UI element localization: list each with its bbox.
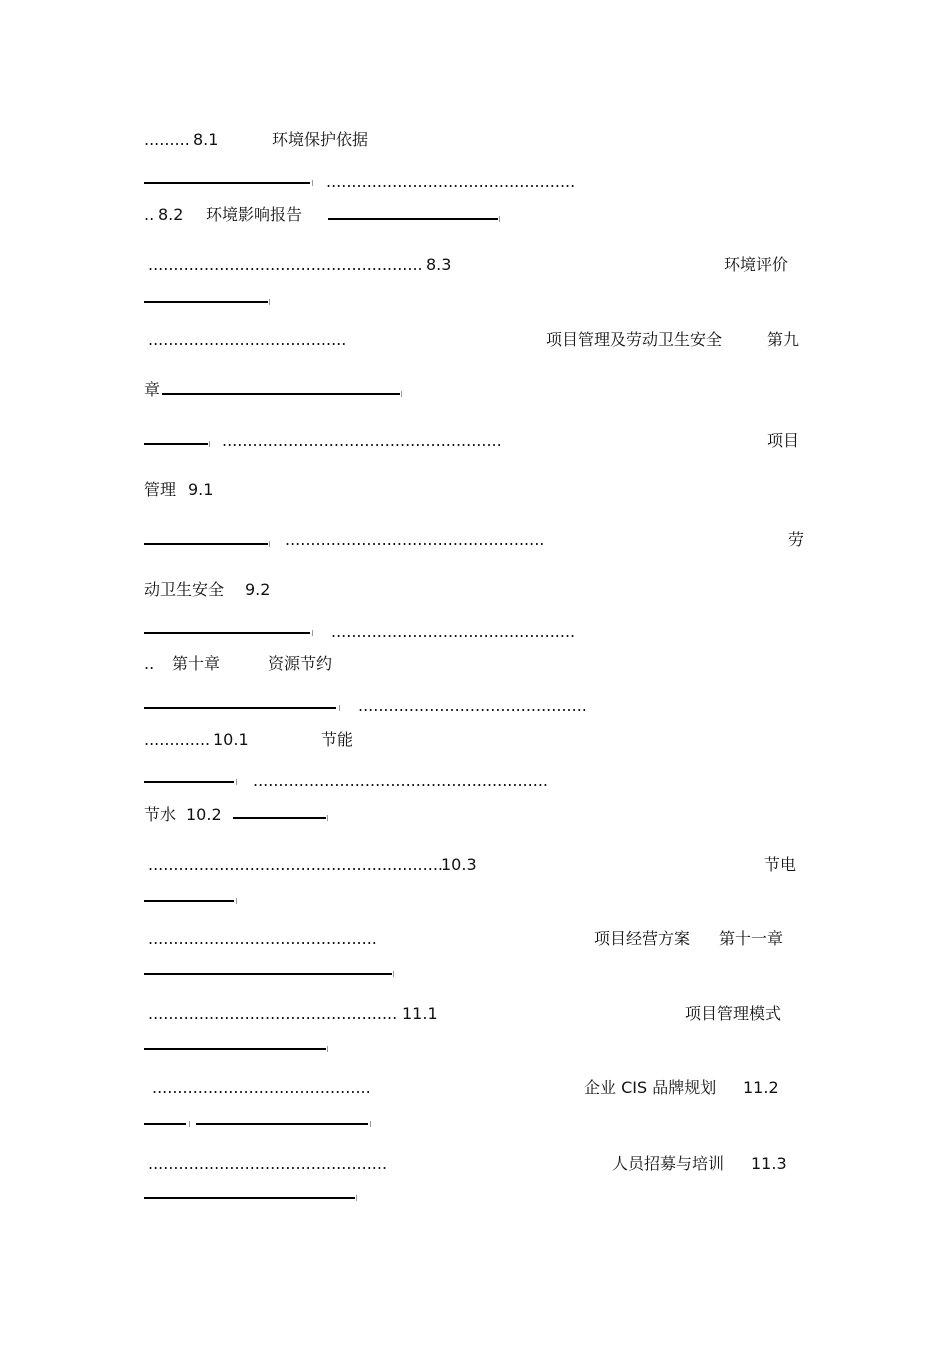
leader-rule — [328, 218, 498, 220]
leader-dots: ................................................. — [326, 172, 576, 191]
section-title: 项目经营方案 — [594, 929, 691, 948]
section-title: 节电 — [764, 855, 797, 874]
section-number: 10.3 — [441, 855, 477, 874]
section-number: 8.1 — [193, 130, 219, 149]
leader-dots: .. — [144, 205, 155, 224]
leader-dots: ............................................. — [148, 929, 377, 948]
section-number: 11.1 — [402, 1004, 438, 1023]
rule-end-mark — [370, 1121, 371, 1127]
leader-rule — [144, 182, 310, 184]
leader-rule — [144, 1197, 355, 1199]
leader-dots: .......................................................... — [253, 771, 548, 790]
section-title: 企业 CIS 品牌规划 — [584, 1078, 717, 1097]
section-number: 10.2 — [186, 805, 222, 824]
section-title: 节水 — [144, 805, 177, 824]
section-number: 11.2 — [743, 1078, 779, 1097]
section-title: 项目 — [767, 431, 800, 450]
section-number: 11.3 — [751, 1154, 787, 1173]
rule-end-mark — [327, 1046, 328, 1052]
rule-end-mark — [356, 1195, 357, 1201]
leader-dots: ............. — [144, 730, 211, 749]
section-title: 项目管理及劳动卫生安全 — [546, 330, 723, 349]
chapter-label: 第十章 — [172, 654, 221, 673]
leader-dots: ................................................. — [148, 1004, 398, 1023]
leader-dots: ................................................ — [331, 622, 576, 641]
rule-end-mark — [393, 971, 394, 977]
section-title: 节能 — [321, 730, 354, 749]
section-number: 9.2 — [245, 580, 271, 599]
leader-rule — [144, 301, 268, 303]
section-title: 资源节约 — [268, 654, 333, 673]
leader-rule — [144, 1048, 326, 1050]
rule-end-mark — [312, 630, 313, 636]
rule-end-mark — [189, 1121, 190, 1127]
leader-dots: ............................................... — [148, 1154, 388, 1173]
leader-rule — [144, 781, 234, 783]
leader-dots: ......... — [144, 130, 190, 149]
rule-end-mark — [269, 541, 270, 547]
section-title: 人员招募与培训 — [612, 1154, 725, 1173]
leader-dots: ........................................... — [152, 1078, 371, 1097]
rule-end-mark — [499, 216, 500, 222]
leader-dots: .. — [144, 654, 155, 673]
section-number: 9.1 — [188, 480, 214, 499]
leader-rule — [162, 393, 400, 395]
section-title: 环境影响报告 — [206, 205, 303, 224]
section-number: 8.2 — [158, 205, 184, 224]
rule-end-mark — [401, 391, 402, 397]
chapter-label: 第十一章 — [719, 929, 784, 948]
section-title: 动卫生安全 — [144, 580, 225, 599]
rule-end-mark — [209, 441, 210, 447]
leader-rule — [196, 1123, 368, 1125]
section-title: 项目管理模式 — [685, 1004, 782, 1023]
leader-rule — [144, 632, 310, 634]
leader-rule — [233, 817, 326, 819]
leader-dots: ....................................................... — [222, 431, 502, 450]
leader-dots: ....................................... — [148, 330, 347, 349]
section-number: 8.3 — [426, 255, 452, 274]
leader-rule — [144, 1123, 186, 1125]
rule-end-mark — [312, 180, 313, 186]
section-title: 管理 — [144, 480, 177, 499]
rule-end-mark — [236, 779, 237, 785]
section-number: 10.1 — [213, 730, 249, 749]
section-title: 劳 — [788, 530, 805, 549]
chapter-label: 章 — [144, 380, 161, 399]
rule-end-mark — [269, 299, 270, 305]
leader-dots: ............................................. — [358, 696, 587, 715]
rule-end-mark — [327, 815, 328, 821]
leader-dots: ................................................... — [285, 530, 545, 549]
leader-rule — [144, 543, 268, 545]
section-title: 环境评价 — [724, 255, 789, 274]
leader-rule — [144, 707, 336, 709]
section-title: 环境保护依据 — [272, 130, 369, 149]
leader-rule — [144, 973, 392, 975]
leader-rule — [144, 443, 208, 445]
leader-dots: .......................................................... — [148, 855, 443, 874]
rule-end-mark — [339, 705, 340, 711]
leader-rule — [144, 900, 234, 902]
rule-end-mark — [236, 898, 237, 904]
leader-dots: ...................................................... — [148, 255, 423, 274]
chapter-label: 第九 — [767, 330, 800, 349]
